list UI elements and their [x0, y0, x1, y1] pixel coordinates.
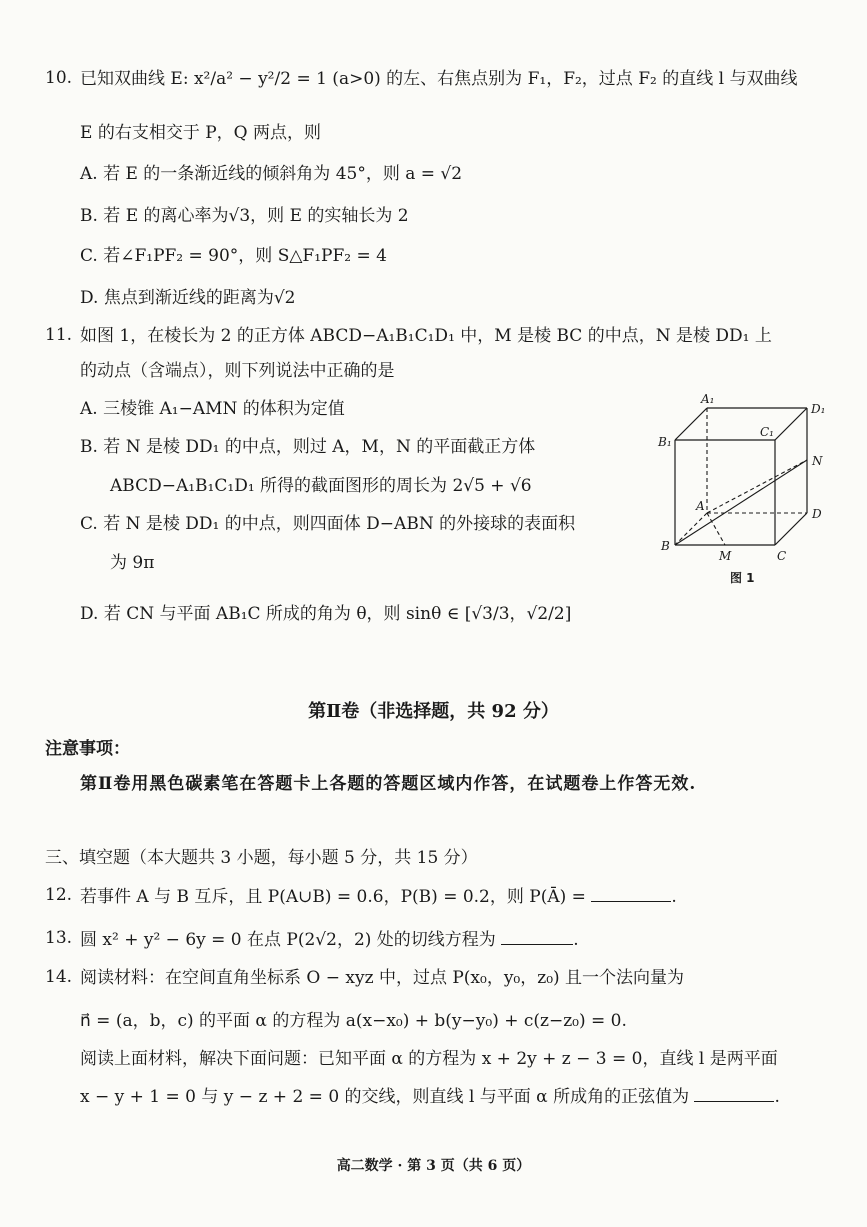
q10-stem-line2: E 的右支相交于 P，Q 两点，则 — [80, 123, 321, 143]
notice-text: 第Ⅱ卷用黑色碳素笔在答题卡上各题的答题区域内作答，在试题卷上作答无效. — [80, 774, 697, 794]
label-c1: C₁ — [760, 425, 774, 439]
edge-c1-d1 — [775, 408, 807, 440]
q12-text: 若事件 A 与 B 互斥，且 P(A∪B) = 0.6，P(B) = 0.2，则 P(Ā) = — [80, 887, 586, 907]
q11-option-c-line2: 为 9π — [110, 553, 155, 573]
edge-c-d — [775, 513, 807, 545]
label-d1: D₁ — [811, 402, 826, 416]
q14-number: 14. — [45, 967, 73, 987]
part2-title: 第Ⅱ卷（非选择题，共 92 分） — [308, 701, 559, 722]
q10-option-a: A. 若 E 的一条渐近线的倾斜角为 45°，则 a = √2 — [80, 164, 463, 184]
q13-answer-blank[interactable] — [501, 928, 573, 945]
label-n: N — [812, 454, 823, 468]
q14-answer-blank[interactable] — [694, 1085, 774, 1102]
q12-end: . — [671, 887, 677, 907]
q13-number: 13. — [45, 928, 73, 948]
q10-option-d: D. 焦点到渐近线的距离为√2 — [80, 288, 296, 308]
q11-option-b-line1: B. 若 N 是棱 DD₁ 的中点，则过 A，M，N 的平面截正方体 — [80, 437, 536, 457]
q10-option-b: B. 若 E 的离心率为√3，则 E 的实轴长为 2 — [80, 206, 409, 226]
label-c: C — [777, 549, 787, 563]
q11-stem-line1: 如图 1，在棱长为 2 的正方体 ABCD−A₁B₁C₁D₁ 中，M 是棱 BC 的中点，N 是棱 DD₁ 上 — [80, 326, 772, 346]
q10-option-c: C. 若∠F₁PF₂ = 90°，则 S△F₁PF₂ = 4 — [80, 246, 387, 266]
q11-option-a: A. 三棱锥 A₁−AMN 的体积为定值 — [80, 399, 345, 419]
q12-line — [80, 885, 677, 908]
notice-title: 注意事项： — [45, 739, 130, 759]
label-m: M — [719, 549, 732, 563]
hidden-edge-a-b — [675, 513, 707, 545]
section3-title: 三、填空题（本大题共 3 小题，每小题 5 分，共 15 分） — [45, 848, 478, 868]
hidden-segment-a-m — [707, 513, 725, 545]
q13-text: 圆 x² + y² − 6y = 0 在点 P(2√2，2) 处的切线方程为 — [80, 930, 496, 950]
q11-option-b-line2: ABCD−A₁B₁C₁D₁ 所得的截面图形的周长为 2√5 + √6 — [110, 476, 532, 496]
label-a: A — [696, 499, 705, 513]
q12-number: 12. — [45, 885, 73, 905]
q11-stem-line2: 的动点（含端点），则下列说法中正确的是 — [80, 361, 395, 381]
q10-stem-line1: 已知双曲线 E: x²/a² − y²/2 = 1 (a>0) 的左、右焦点别为 F₁，F₂，过点 F₂ 的直线 l 与双曲线 — [80, 69, 798, 89]
figure-caption: 图 1 — [730, 571, 755, 585]
q14-line1: 阅读材料：在空间直角坐标系 O − xyz 中，过点 P(x₀，y₀，z₀) 且一个法向量为 — [80, 968, 685, 988]
label-b: B — [661, 539, 670, 553]
q13-end: . — [573, 930, 579, 950]
q14-line2: n⃗ = (a，b，c) 的平面 α 的方程为 a(x−x₀) + b(y−y₀) + c(z−z₀) = 0. — [80, 1011, 627, 1031]
q11-option-d: D. 若 CN 与平面 AB₁C 所成的角为 θ，则 sinθ ∈ [√3/3，√2/2] — [80, 604, 572, 624]
q14-end: . — [774, 1087, 780, 1107]
page-footer: 高二数学 · 第 3 页（共 6 页） — [336, 1158, 531, 1174]
q11-option-c-line1: C. 若 N 是棱 DD₁ 的中点，则四面体 D−ABN 的外接球的表面积 — [80, 514, 576, 534]
q14-line4 — [80, 1085, 780, 1108]
hidden-segment-a-n — [707, 460, 807, 513]
edge-b1-a1 — [675, 408, 707, 440]
q14-line3: 阅读上面材料，解决下面问题：已知平面 α 的方程为 x + 2y + z − 3 = 0，直线 l 是两平面 — [80, 1049, 778, 1069]
label-a1: A₁ — [701, 392, 715, 406]
q14-text: x − y + 1 = 0 与 y − z + 2 = 0 的交线，则直线 l 与平面 α 所成角的正弦值为 — [80, 1087, 690, 1107]
q12-answer-blank[interactable] — [591, 885, 671, 902]
q10-number: 10. — [45, 68, 73, 88]
q13-line — [80, 928, 579, 951]
q11-number: 11. — [45, 325, 73, 345]
label-b1: B₁ — [658, 435, 672, 449]
label-d: D — [812, 507, 822, 521]
cube-figure — [650, 390, 840, 590]
